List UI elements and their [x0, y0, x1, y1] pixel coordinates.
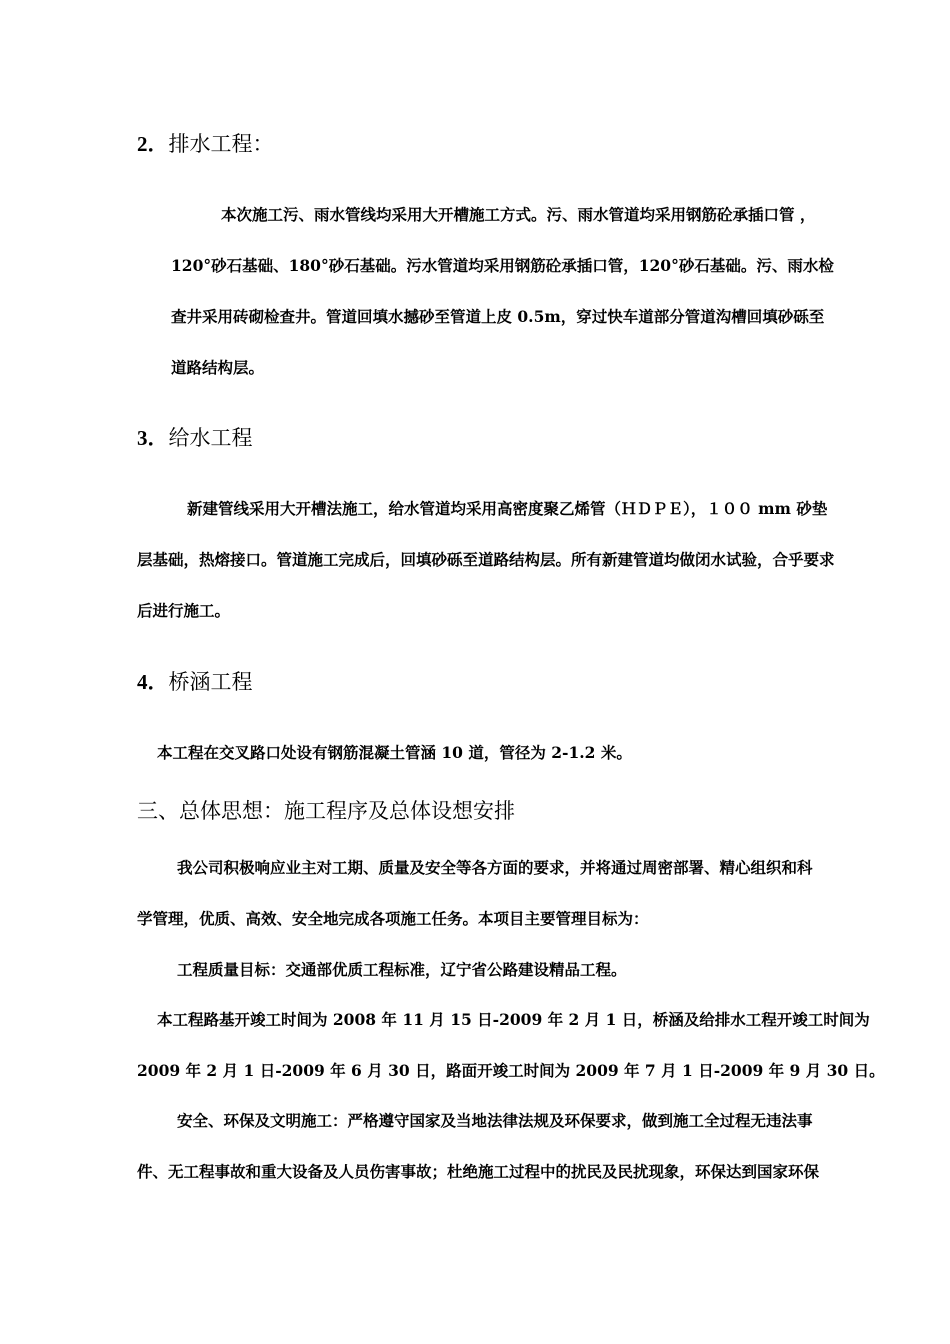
paragraph-line: 后进行施工。 [137, 601, 231, 620]
paragraph-line: 道路结构层。 [171, 358, 265, 377]
paragraph-line: 新建管线采用大开槽法施工，给水管道均采用高密度聚乙烯管（ＨＤＰＥ），１００ mm 砂垫 [187, 499, 828, 518]
section-number: 4． [137, 670, 169, 694]
section-title: 给水工程 [168, 426, 253, 450]
paragraph-line: 本工程在交叉路口处设有钢筋混凝土管涵 10 道，管径为 2-1.2 米。 [157, 743, 632, 762]
chapter-heading-overall-plan: 三、总体思想：施工程序及总体设想安排 [137, 799, 515, 823]
section-heading-drainage [137, 128, 274, 158]
section-number: 3． [137, 426, 169, 450]
paragraph-line: 安全、环保及文明施工：严格遵守国家及当地法律法规及环保要求，做到施工全过程无违法事 [177, 1111, 813, 1130]
paragraph-line: 层基础，热熔接口。管道施工完成后，回填砂砾至道路结构层。所有新建管道均做闭水试验，合乎要求 [137, 550, 835, 569]
paragraph-line: 查井采用砖砌检查井。管道回填水撼砂至管道上皮 0.5m，穿过快车道部分管道沟槽回填砂砾至 [171, 307, 825, 326]
section-title: 桥涵工程 [168, 670, 253, 694]
paragraph-line: 学管理，优质、高效、安全地完成各项施工任务。本项目主要管理目标为： [137, 909, 649, 928]
section-heading-water-supply [137, 422, 253, 452]
paragraph-line: 件、无工程事故和重大设备及人员伤害事故；杜绝施工过程中的扰民及民扰现象，环保达到国家环保 [137, 1162, 820, 1181]
paragraph-line: 本次施工污、雨水管线均采用大开槽施工方式。污、雨水管道均采用钢筋砼承插口管 ， [221, 205, 816, 224]
section-heading-bridge-culvert [137, 666, 253, 696]
paragraph-line: 2009 年 2 月 1 日-2009 年 6 月 30 日，路面开竣工时间为 2009 年 7 月 1 日-2009 年 9 月 30 日。 [137, 1061, 885, 1080]
paragraph-line: 我公司积极响应业主对工期、质量及安全等各方面的要求，并将通过周密部署、精心组织和科 [177, 858, 813, 877]
paragraph-line: 本工程路基开竣工时间为 2008 年 11 月 15 日-2009 年 2 月 1 日，桥涵及给排水工程开竣工时间为 [157, 1010, 870, 1029]
section-title: 排水工程： [168, 132, 274, 156]
section-number: 2． [137, 132, 169, 156]
paragraph-line: 工程质量目标：交通部优质工程标准，辽宁省公路建设精品工程。 [177, 960, 627, 979]
paragraph-line: 120°砂石基础、180°砂石基础。污水管道均采用钢筋砼承插口管，120°砂石基础。污、雨水检 [171, 256, 834, 275]
